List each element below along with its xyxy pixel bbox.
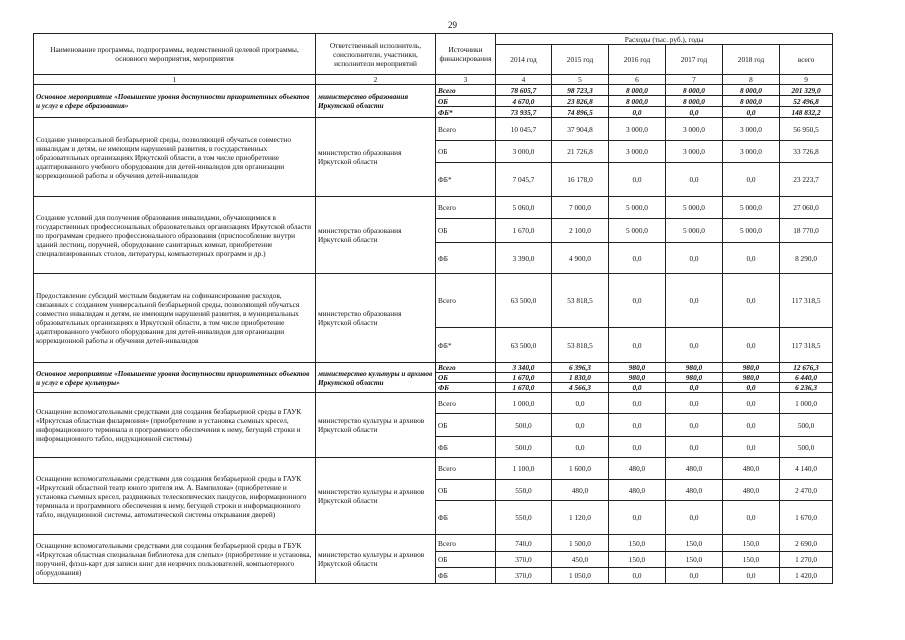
year-value: 3 000,0	[723, 118, 780, 141]
year-value: 480,0	[552, 480, 609, 501]
funding-source: ФБ	[436, 501, 496, 535]
year-value: 53 818,5	[552, 328, 609, 363]
responsible-executor: министерство образования Иркутской области	[316, 118, 436, 197]
funding-source: Всего	[436, 197, 496, 219]
funding-source: ОБ	[436, 141, 496, 163]
funding-source: ФБ	[436, 568, 496, 584]
funding-source: Всего	[436, 85, 496, 96]
funding-source: ФБ*	[436, 163, 496, 197]
year-value: 21 726,8	[552, 141, 609, 163]
year-value: 740,0	[496, 535, 552, 552]
year-value: 6 396,3	[552, 363, 609, 373]
col-index: 6	[609, 75, 666, 85]
year-value: 0,0	[666, 274, 723, 328]
year-value: 1 670,0	[496, 383, 552, 393]
year-value: 0,0	[609, 501, 666, 535]
year-value: 3 390,0	[496, 243, 552, 274]
year-value: 5 000,0	[723, 197, 780, 219]
year-value: 0,0	[723, 328, 780, 363]
year-value: 550,0	[496, 501, 552, 535]
year-value: 3 000,0	[666, 141, 723, 163]
year-value: 480,0	[723, 480, 780, 501]
activity-name: Оснащение вспомогательными средствами для создания безбарьерной среды в ГАУК «Иркутская областная филармония» (приобретение и установка съемных кресел, информационного терминала и программного обеспечения к нему, бегущей строки и информационного табло, индукционной системы)	[34, 393, 316, 458]
year-value: 37 904,8	[552, 118, 609, 141]
total-value: 500,0	[780, 437, 833, 458]
activity-name: Основное мероприятие «Повышение уровня доступности приоритетных объектов и услуг в сфере культуры»	[34, 363, 316, 393]
year-value: 2 100,0	[552, 219, 609, 243]
year-value: 5 000,0	[609, 197, 666, 219]
page-number: 29	[448, 20, 457, 30]
year-value: 150,0	[723, 535, 780, 552]
table-row	[34, 363, 833, 373]
year-value: 7 000,0	[552, 197, 609, 219]
col-index: 3	[436, 75, 496, 85]
year-value: 16 178,0	[552, 163, 609, 197]
year-value: 5 060,0	[496, 197, 552, 219]
funding-source: ОБ	[436, 219, 496, 243]
year-value: 0,0	[723, 568, 780, 584]
budget-table	[33, 33, 833, 584]
year-value: 5 000,0	[609, 219, 666, 243]
header-total: всего	[780, 45, 833, 75]
year-value: 98 723,3	[552, 85, 609, 96]
funding-source: ОБ	[436, 480, 496, 501]
year-value: 0,0	[723, 437, 780, 458]
funding-source: ФБ	[436, 437, 496, 458]
total-value: 1 000,0	[780, 393, 833, 414]
year-value: 0,0	[666, 501, 723, 535]
responsible-executor: министерство образования Иркутской области	[316, 274, 436, 363]
header-name: Наименование программы, подпрограммы, ведомственной целевой программы, основного мероприятия, мероприятия	[34, 34, 316, 75]
table-row	[34, 85, 833, 96]
responsible-executor: министерство культуры и архивов Иркутской области	[316, 535, 436, 584]
year-value: 0,0	[723, 383, 780, 393]
col-index: 8	[723, 75, 780, 85]
col-index: 1	[34, 75, 316, 85]
total-value: 1 420,0	[780, 568, 833, 584]
year-value: 1 600,0	[552, 458, 609, 480]
year-value: 23 826,8	[552, 96, 609, 107]
year-value: 1 050,0	[552, 568, 609, 584]
col-index: 4	[496, 75, 552, 85]
year-value: 500,0	[496, 414, 552, 437]
year-value: 3 000,0	[609, 141, 666, 163]
year-value: 4 670,0	[496, 96, 552, 107]
responsible-executor: министерство образования Иркутской области	[316, 197, 436, 274]
activity-name: Предоставление субсидий местным бюджетам на софинансирование расходов, связанных с созданием универсальной безбарьерной среды, позволяющей обучаться совместно инвалидам и детям, не имеющим нарушений развития, в муниципальных образовательных организациях в Иркутской области, в том числе приобретение адаптированного учебного оборудования для детей-инвалидов для организации коррекционной работы и обучения детей-инвалидов	[34, 274, 316, 363]
year-value: 3 000,0	[723, 141, 780, 163]
total-value: 33 726,8	[780, 141, 833, 163]
year-value: 5 000,0	[723, 219, 780, 243]
col-index: 5	[552, 75, 609, 85]
year-value: 150,0	[609, 535, 666, 552]
year-value: 150,0	[666, 552, 723, 568]
year-value: 0,0	[723, 501, 780, 535]
year-value: 1 100,0	[496, 458, 552, 480]
activity-name: Оснащение вспомогательными средствами для создания безбарьерной среды в ГАУК «Иркутский областной театр юного зрителя им. А. Вампилова» (приобретение и установка съемных кресел, раздвижных телескопических пандусов, информационного терминала и программного обеспечения к нему, бегущей строки и информационного табло, индукционной системы, автоматической системы открывания дверей)	[34, 458, 316, 535]
total-value: 56 950,5	[780, 118, 833, 141]
year-value: 8 000,0	[723, 96, 780, 107]
year-value: 0,0	[723, 243, 780, 274]
header-source: Источники финансирования	[436, 34, 496, 75]
year-value: 0,0	[666, 243, 723, 274]
activity-name: Создание условий для получения образования инвалидами, обучающимися в государственных профессиональных образовательных организациях Иркутской области по программам среднего профессионального образования (приспособление внутри зданий лестниц, поручней, оборудование санитарных комнат, приобретение специализированных столов, литературы, компьютерных программ и др.)	[34, 197, 316, 274]
funding-source: Всего	[436, 458, 496, 480]
year-value: 0,0	[666, 414, 723, 437]
year-value: 63 500,0	[496, 274, 552, 328]
funding-source: ОБ	[436, 414, 496, 437]
funding-source: Всего	[436, 363, 496, 373]
table-row	[34, 393, 833, 414]
year-value: 4 900,0	[552, 243, 609, 274]
total-value: 117 318,5	[780, 274, 833, 328]
year-value: 0,0	[609, 437, 666, 458]
year-value: 0,0	[552, 393, 609, 414]
year-value: 450,0	[552, 552, 609, 568]
year-value: 980,0	[666, 363, 723, 373]
year-value: 500,0	[496, 437, 552, 458]
total-value: 27 060,0	[780, 197, 833, 219]
responsible-executor: министерство культуры и архивов Иркутской области	[316, 393, 436, 458]
total-value: 4 140,0	[780, 458, 833, 480]
year-value: 0,0	[723, 274, 780, 328]
header-year-2014: 2014 год	[496, 45, 552, 75]
year-value: 0,0	[666, 437, 723, 458]
table-row	[34, 535, 833, 552]
year-value: 7 045,7	[496, 163, 552, 197]
year-value: 63 500,0	[496, 328, 552, 363]
year-value: 5 000,0	[666, 197, 723, 219]
year-value: 8 000,0	[666, 85, 723, 96]
header-year-2018: 2018 год	[723, 45, 780, 75]
year-value: 0,0	[609, 414, 666, 437]
year-value: 550,0	[496, 480, 552, 501]
funding-source: Всего	[436, 118, 496, 141]
year-value: 1 000,0	[496, 393, 552, 414]
year-value: 0,0	[723, 414, 780, 437]
total-value: 6 440,0	[780, 373, 833, 383]
responsible-executor: министерство культуры и архивов Иркутской области	[316, 363, 436, 393]
total-value: 6 236,3	[780, 383, 833, 393]
header-responsible: Ответственный исполнитель, соисполнители, участники, исполнители мероприятий	[316, 34, 436, 75]
year-value: 370,0	[496, 568, 552, 584]
year-value: 3 340,0	[496, 363, 552, 373]
header-year-2015: 2015 год	[552, 45, 609, 75]
funding-source: Всего	[436, 535, 496, 552]
year-value: 480,0	[666, 480, 723, 501]
year-value: 73 935,7	[496, 107, 552, 118]
total-value: 12 676,3	[780, 363, 833, 373]
total-value: 1 670,0	[780, 501, 833, 535]
year-value: 0,0	[609, 243, 666, 274]
year-value: 1 500,0	[552, 535, 609, 552]
year-value: 0,0	[666, 107, 723, 118]
year-value: 480,0	[609, 458, 666, 480]
year-value: 4 566,3	[552, 383, 609, 393]
total-value: 500,0	[780, 414, 833, 437]
total-value: 117 318,5	[780, 328, 833, 363]
year-value: 0,0	[609, 107, 666, 118]
year-value: 10 045,7	[496, 118, 552, 141]
year-value: 53 818,5	[552, 274, 609, 328]
table-row	[34, 197, 833, 219]
year-value: 0,0	[609, 328, 666, 363]
year-value: 5 000,0	[666, 219, 723, 243]
funding-source: ФБ	[436, 383, 496, 393]
total-value: 148 832,2	[780, 107, 833, 118]
table-row	[34, 118, 833, 141]
header-year-2017: 2017 год	[666, 45, 723, 75]
funding-source: ФБ*	[436, 328, 496, 363]
activity-name: Оснащение вспомогательными средствами для создания безбарьерной среды в ГБУК «Иркутская областная специальная библиотека для слепых» (приобретение и установка, поручней, флэш-карт для записи книг для незрячих пользователей, компьютерного оборудования)	[34, 535, 316, 584]
year-value: 980,0	[723, 363, 780, 373]
year-value: 0,0	[666, 393, 723, 414]
year-value: 0,0	[723, 393, 780, 414]
year-value: 8 000,0	[609, 96, 666, 107]
year-value: 74 896,5	[552, 107, 609, 118]
header-expenses: Расходы (тыс. руб.), годы	[496, 34, 833, 45]
year-value: 150,0	[723, 552, 780, 568]
year-value: 0,0	[666, 383, 723, 393]
year-value: 1 830,0	[552, 373, 609, 383]
funding-source: ОБ	[436, 96, 496, 107]
total-value: 2 690,0	[780, 535, 833, 552]
year-value: 0,0	[666, 328, 723, 363]
funding-source: Всего	[436, 274, 496, 328]
year-value: 480,0	[666, 458, 723, 480]
year-value: 8 000,0	[609, 85, 666, 96]
activity-name: Основное мероприятие «Повышение уровня доступности приоритетных объектов и услуг в сфере образования»	[34, 85, 316, 118]
total-value: 23 223,7	[780, 163, 833, 197]
year-value: 1 670,0	[496, 373, 552, 383]
header-year-2016: 2016 год	[609, 45, 666, 75]
year-value: 480,0	[609, 480, 666, 501]
table-row	[34, 274, 833, 328]
year-value: 0,0	[552, 414, 609, 437]
year-value: 980,0	[609, 363, 666, 373]
responsible-executor: министерство культуры и архивов Иркутской области	[316, 458, 436, 535]
total-value: 201 329,0	[780, 85, 833, 96]
funding-source: ОБ	[436, 373, 496, 383]
year-value: 1 120,0	[552, 501, 609, 535]
year-value: 150,0	[609, 552, 666, 568]
year-value: 0,0	[609, 383, 666, 393]
table-row	[34, 458, 833, 480]
year-value: 3 000,0	[496, 141, 552, 163]
year-value: 980,0	[723, 373, 780, 383]
year-value: 78 605,7	[496, 85, 552, 96]
year-value: 980,0	[666, 373, 723, 383]
funding-source: Всего	[436, 393, 496, 414]
year-value: 150,0	[666, 535, 723, 552]
total-value: 2 470,0	[780, 480, 833, 501]
year-value: 0,0	[723, 107, 780, 118]
year-value: 8 000,0	[723, 85, 780, 96]
activity-name: Создание универсальной безбарьерной среды, позволяющей обучаться совместно инвалидам и детям, не имеющим нарушений развития, в государственных образовательных организациях Иркутской области, в том числе приобретение адаптированного учебного оборудования для детей-инвалидов для организации коррекционной работы и обучения детей-инвалидов	[34, 118, 316, 197]
funding-source: ФБ	[436, 243, 496, 274]
col-index: 9	[780, 75, 833, 85]
year-value: 0,0	[666, 568, 723, 584]
year-value: 0,0	[609, 163, 666, 197]
year-value: 1 670,0	[496, 219, 552, 243]
funding-source: ФБ*	[436, 107, 496, 118]
total-value: 18 770,0	[780, 219, 833, 243]
year-value: 370,0	[496, 552, 552, 568]
year-value: 3 000,0	[666, 118, 723, 141]
year-value: 0,0	[609, 274, 666, 328]
year-value: 0,0	[723, 163, 780, 197]
year-value: 8 000,0	[666, 96, 723, 107]
year-value: 0,0	[552, 437, 609, 458]
year-value: 3 000,0	[609, 118, 666, 141]
total-value: 1 270,0	[780, 552, 833, 568]
total-value: 52 496,8	[780, 96, 833, 107]
responsible-executor: министерство образования Иркутской области	[316, 85, 436, 118]
year-value: 480,0	[723, 458, 780, 480]
year-value: 980,0	[609, 373, 666, 383]
year-value: 0,0	[609, 393, 666, 414]
total-value: 8 290,0	[780, 243, 833, 274]
year-value: 0,0	[666, 163, 723, 197]
funding-source: ОБ	[436, 552, 496, 568]
year-value: 0,0	[609, 568, 666, 584]
col-index: 2	[316, 75, 436, 85]
col-index: 7	[666, 75, 723, 85]
